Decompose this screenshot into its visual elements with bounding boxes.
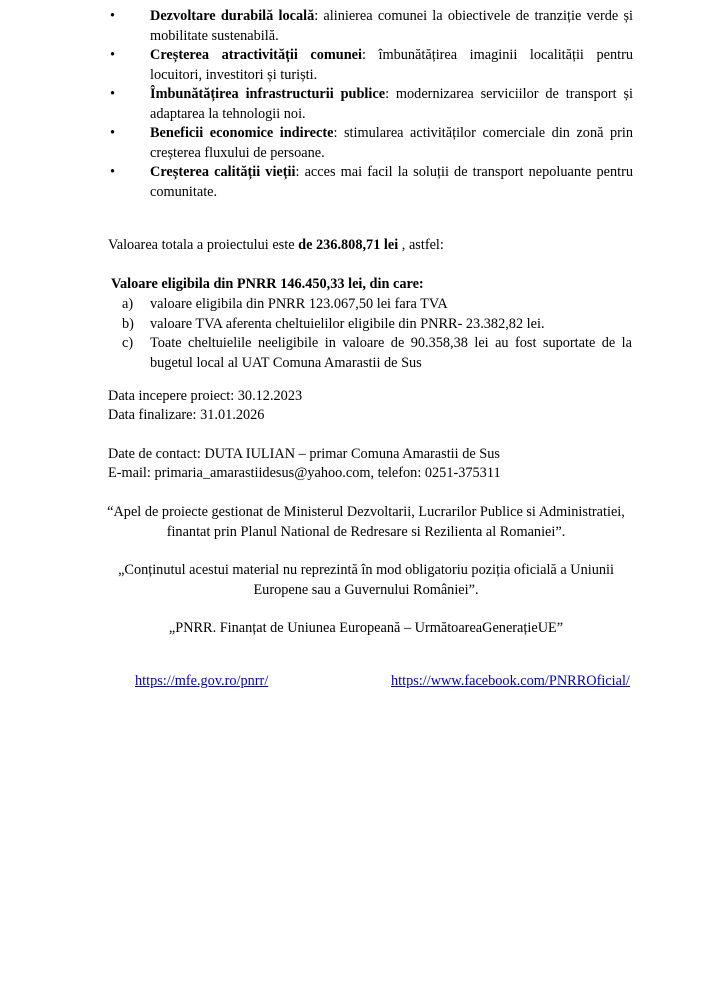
- bullet-icon: •: [110, 125, 116, 141]
- item-text: valoare TVA aferenta cheltuielilor eligibile din PNRR- 23.382,82 lei.: [150, 315, 545, 332]
- bullet-icon: •: [110, 47, 116, 63]
- list-item: [108, 295, 632, 315]
- total-prefix: Valoarea totala a proiectului este: [108, 237, 299, 253]
- list-item: [108, 85, 633, 124]
- funding-statement: “Apel de proiecte gestionat de Ministerul Dezvoltarii, Lucrarilor Publice si Administratiei, finantat prin Planul National de Redresare si Rezilienta al Romaniei”.: [107, 504, 625, 540]
- facebook-link[interactable]: https://www.facebook.com/PNRROficial/: [391, 673, 630, 689]
- bullet-text: : alinierea comunei la obiectivele de tranziție verde și mobilitate sustenabilă.: [150, 8, 633, 44]
- item-label: a): [122, 296, 134, 312]
- total-amount: de 236.808,71 lei: [298, 237, 399, 253]
- end-date: Data finalizare: 31.01.2026: [108, 407, 265, 423]
- eligible-breakdown: [108, 295, 632, 373]
- item-label: b): [122, 315, 134, 332]
- contact-person: Date de contact: DUTA IULIAN – primar Comuna Amarastii de Sus: [108, 446, 500, 462]
- bullet-icon: •: [110, 164, 116, 180]
- bullet-text: : acces mai facil la soluții de transport nepoluante pentru comunitate.: [150, 164, 633, 200]
- bullet-text: : modernizarea serviciilor de transport și adaptarea la tehnologii noi.: [150, 86, 633, 122]
- total-value-line: [108, 237, 444, 254]
- mfe-link[interactable]: https://mfe.gov.ro/pnrr/: [135, 673, 269, 689]
- item-text: valoare eligibila din PNRR 123.067,50 lei fara TVA: [150, 296, 448, 312]
- list-item: [108, 334, 632, 373]
- list-item: [108, 124, 633, 163]
- bullet-title: Îmbunătățirea infrastructurii publice: [150, 86, 386, 102]
- eligible-heading-text: Valoare eligibila din PNRR 146.450,33 lei, din care:: [111, 276, 424, 292]
- list-item: [108, 163, 633, 202]
- start-date: Data incepere proiect: 30.12.2023: [108, 388, 303, 404]
- bullet-icon: •: [110, 8, 116, 24]
- bullet-title: Beneficii economice indirecte: [150, 125, 334, 141]
- item-label: c): [122, 335, 134, 351]
- list-item: [108, 7, 633, 46]
- total-suffix: , astfel:: [398, 237, 444, 253]
- bullet-text: : îmbunătățirea imaginii localității pentru locuitori, investitori și turiști.: [150, 47, 633, 83]
- contact-details: E-mail: primaria_amarastiidesus@yahoo.com, telefon: 0251-375311: [108, 465, 501, 481]
- benefits-list: [108, 7, 633, 202]
- disclaimer: „Conținutul acestui material nu reprezintă în mod obligatoriu poziția oficială a Uniunii Europene sau a Guvernului României”.: [118, 562, 614, 598]
- bullet-title: Creșterea atractivității comunei: [150, 47, 362, 63]
- pnrr-tagline: „PNRR. Finanțat de Uniunea Europeană – UrmătoareaGenerațieUE”: [168, 620, 564, 636]
- bullet-text: : stimularea activităților comerciale din zonă prin creșterea fluxului de persoane.: [150, 125, 633, 161]
- list-item: [108, 315, 632, 335]
- bullet-title: Creșterea calității vieții: [150, 164, 296, 180]
- eligible-heading: [111, 276, 424, 293]
- bullet-title: Dezvoltare durabilă locală: [150, 8, 315, 24]
- item-text: Toate cheltuielile neeligibile in valoare de 90.358,38 lei au fost suportate de la bugetul local al UAT Comuna Amarastii de Sus: [150, 335, 632, 371]
- bullet-icon: •: [110, 86, 116, 102]
- list-item: [108, 46, 633, 85]
